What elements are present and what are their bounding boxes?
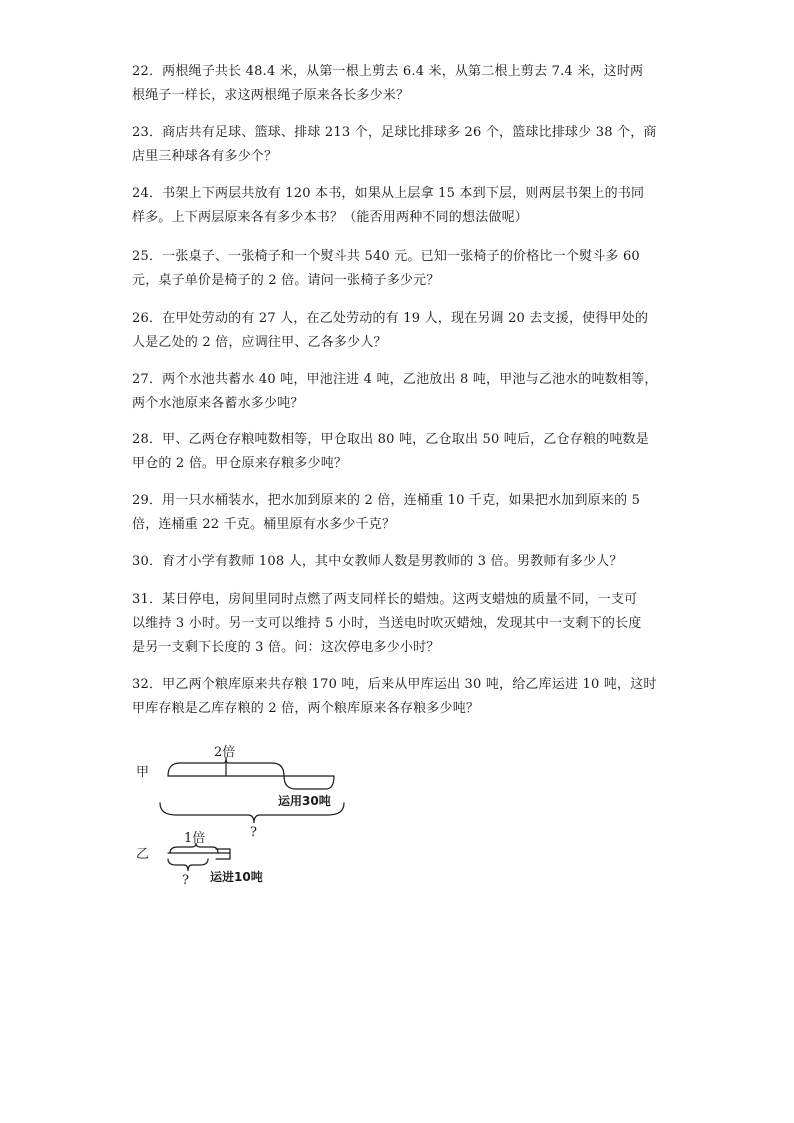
problem-30 xyxy=(132,550,672,574)
problem-line: 29．用一只水桶装水，把水加到原来的 2 倍，连桶重 10 千克，如果把水加到原来的 5 xyxy=(132,493,641,508)
problem-line: 倍，连桶重 22 千克。桶里原有水多少千克？ xyxy=(132,517,396,532)
problem-line: 两个水池原来各蓄水多少吨？ xyxy=(132,396,304,411)
problem-line: 甲仓的 2 倍。甲仓原来存粮多少吨？ xyxy=(132,456,348,471)
yi-question-label: ? xyxy=(182,873,189,888)
problem-29 xyxy=(132,489,672,537)
problem-line: 22．两根绳子共长 48.4 米，从第一根上剪去 6.4 米，从第二根上剪去 7.4 米，这时两 xyxy=(132,64,644,79)
problem-26 xyxy=(132,307,672,355)
problem-line: 31．某日停电，房间里同时点燃了两支同样长的蜡烛。这两支蜡烛的质量不同，一支可 xyxy=(132,592,638,607)
ship-out-brace xyxy=(284,776,334,789)
problem-line: 28．甲、乙两仓存粮吨数相等，甲仓取出 80 吨，乙仓取出 50 吨后，乙仓存粮的吨数是 xyxy=(132,432,649,447)
problem-line: 26．在甲处劳动的有 27 人，在乙处劳动的有 19 人，现在另调 20 去支援，使得甲处的 xyxy=(132,311,649,326)
yi-label: 乙 xyxy=(136,847,150,862)
problem-28 xyxy=(132,428,672,476)
problem-line: 以维持 3 小时。另一支可以维持 5 小时，当送电时吹灭蜡烛，发现其中一支剩下的长度 xyxy=(132,616,642,631)
problem-line: 32．甲乙两个粮库原来共存粮 170 吨，后来从甲库运出 30 吨，给乙库运进 10 吨，这时 xyxy=(132,677,657,692)
problem-line: 25．一张桌子、一张椅子和一个熨斗共 540 元。已知一张椅子的价格比一个熨斗多 60 xyxy=(132,249,640,264)
problem-line: 27．两个水池共蓄水 40 吨，甲池注进 4 吨，乙池放出 8 吨，甲池与乙池水的吨数相等， xyxy=(132,372,658,387)
problem-line: 根绳子一样长，求这两根绳子原来各长多少米？ xyxy=(132,88,410,103)
problem-line: 样多。上下两层原来各有多少本书？（能否用两种不同的想法做呢） xyxy=(132,210,529,225)
ship-out-label: 运用30吨 xyxy=(278,794,331,808)
problem-line: 店里三种球各有多少个？ xyxy=(132,149,278,164)
problem-line: 30．育才小学有教师 108 人，其中女教师人数是男教师的 3 倍。男教师有多少人？ xyxy=(132,554,623,569)
problem-line: 是另一支剩下长度的 3 倍。问：这次停电多少小时？ xyxy=(132,640,440,655)
total-question-label: ? xyxy=(250,825,257,840)
problem-31 xyxy=(132,588,672,660)
one-time-label: 1倍 xyxy=(184,831,206,846)
problem-22 xyxy=(132,60,672,108)
problem-line: 人是乙处的 2 倍，应调往甲、乙各多少人？ xyxy=(132,335,387,350)
jia-label: 甲 xyxy=(136,765,150,780)
problem-24 xyxy=(132,182,672,230)
problem-line: 元，桌子单价是椅子的 2 倍。请问一张椅子多少元？ xyxy=(132,273,440,288)
problem-27 xyxy=(132,368,672,416)
problem-line: 24．书架上下两层共放有 120 本书，如果从上层拿 15 本到下层，则两层书架上的书同 xyxy=(132,186,645,201)
problem-line: 甲库存粮是乙库存粮的 2 倍，两个粮库原来各存粮多少吨？ xyxy=(132,701,480,716)
two-times-label: 2倍 xyxy=(214,745,236,760)
yi-question-brace xyxy=(168,859,208,871)
problem-line: 23．商店共有足球、篮球、排球 213 个，足球比排球多 26 个，篮球比排球少 38 个，商 xyxy=(132,125,657,140)
problem-25 xyxy=(132,245,672,293)
ship-in-label: 运进10吨 xyxy=(210,870,263,884)
problem-32 xyxy=(132,673,672,721)
segment-diagram xyxy=(120,735,380,905)
problem-23 xyxy=(132,121,672,169)
